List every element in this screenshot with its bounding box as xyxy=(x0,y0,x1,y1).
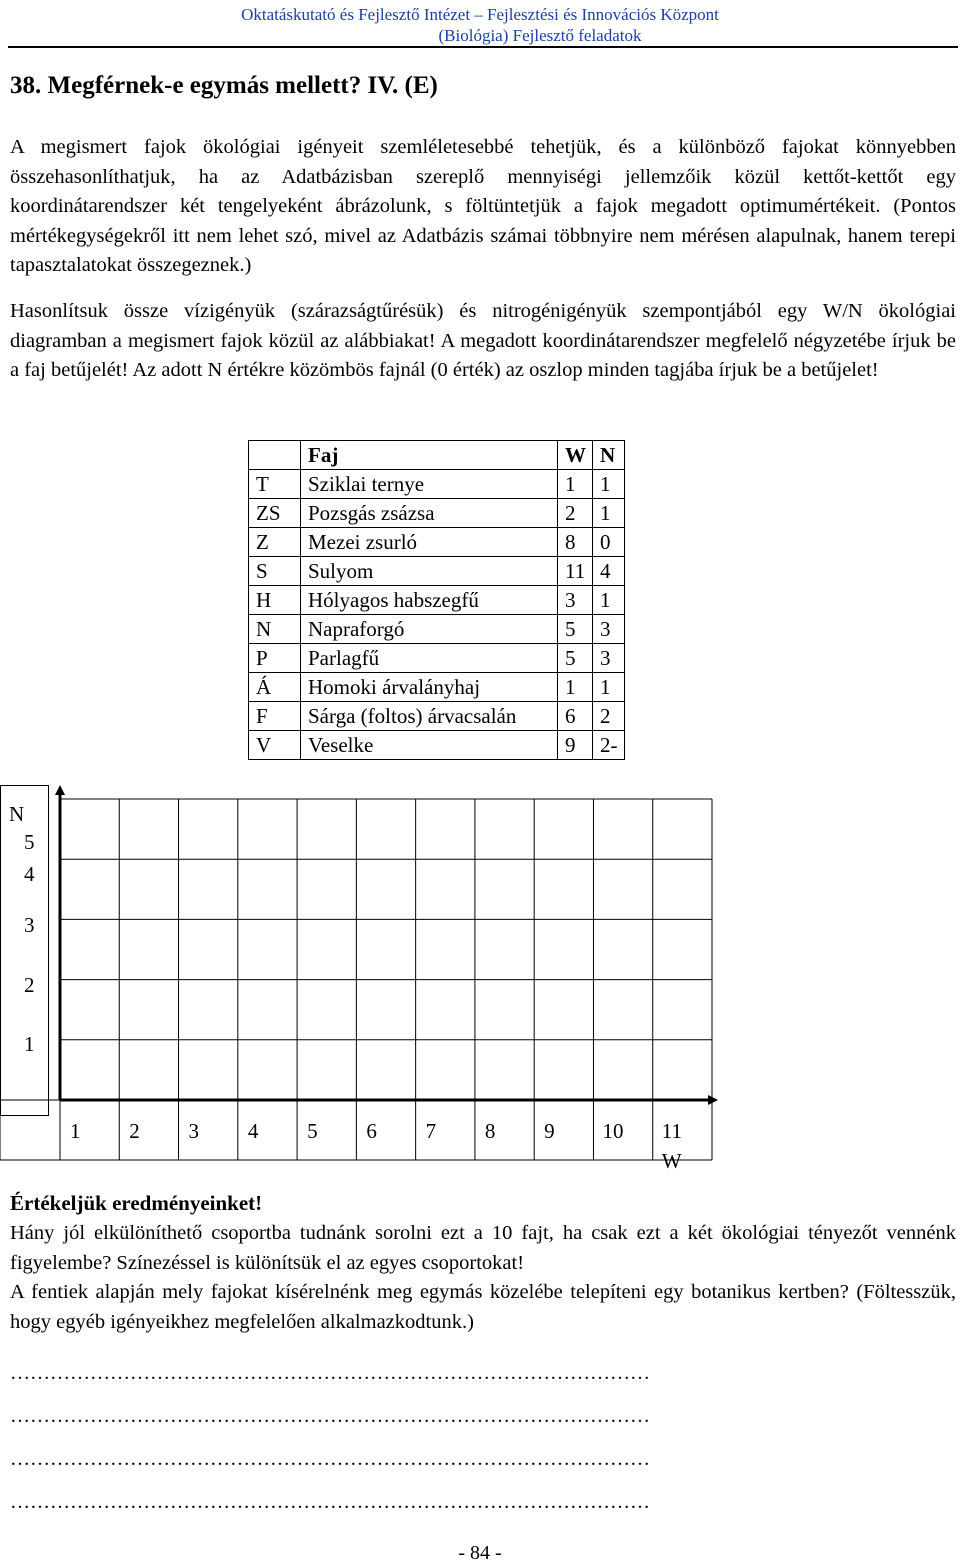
species-n: 0 xyxy=(593,528,625,557)
species-code: H xyxy=(249,586,301,615)
header-code xyxy=(249,441,301,470)
table-row xyxy=(249,499,625,528)
species-code: N xyxy=(249,615,301,644)
species-code: F xyxy=(249,702,301,731)
table-row xyxy=(249,557,625,586)
species-w: 2 xyxy=(558,499,593,528)
species-w: 1 xyxy=(558,673,593,702)
species-name: Pozsgás zsázsa xyxy=(301,499,558,528)
header-divider xyxy=(8,46,958,48)
y-tick-label: 5 xyxy=(24,830,35,854)
species-n: 3 xyxy=(593,644,625,673)
table-header-row xyxy=(249,441,625,470)
species-name: Veselke xyxy=(301,731,558,760)
species-n: 1 xyxy=(593,470,625,499)
table-row xyxy=(249,702,625,731)
x-tick-label: 5 xyxy=(307,1119,318,1143)
species-name: Napraforgó xyxy=(301,615,558,644)
table-row xyxy=(249,528,625,557)
header-institute: Oktatáskutató és Fejlesztő Intézet – Fejlesztési és Innovációs Központ xyxy=(241,5,719,24)
y-tick-label: 4 xyxy=(24,862,35,886)
table-row xyxy=(249,644,625,673)
x-tick-label: 6 xyxy=(366,1119,377,1143)
x-tick-label: 7 xyxy=(425,1119,437,1143)
species-n: 1 xyxy=(593,586,625,615)
y-axis-title: N xyxy=(9,802,25,826)
species-code: ZS xyxy=(249,499,301,528)
species-code: P xyxy=(249,644,301,673)
y-tick-label: 1 xyxy=(24,1032,35,1056)
x-axis-arrow xyxy=(708,1095,718,1105)
species-name: Mezei zsurló xyxy=(301,528,558,557)
species-n: 4 xyxy=(593,557,625,586)
x-tick-label: 9 xyxy=(544,1119,555,1143)
y-tick-label: 3 xyxy=(24,913,35,937)
species-name: Hólyagos habszegfű xyxy=(301,586,558,615)
page-header xyxy=(0,4,960,46)
species-code: T xyxy=(249,470,301,499)
header-n: N xyxy=(593,441,625,470)
species-table xyxy=(248,440,625,760)
species-name: Sulyom xyxy=(301,557,558,586)
species-w: 5 xyxy=(558,644,593,673)
table-row xyxy=(249,673,625,702)
answer-line[interactable]: …………………………………………………………………………………… xyxy=(10,1362,650,1384)
x-axis-title: W xyxy=(661,1149,682,1173)
species-code: Z xyxy=(249,528,301,557)
intro-paragraph: A megismert fajok ökológiai igényeit szemléletesebbé tehetjük, és a különböző fajokat könnyebben összehasonlíthatjuk, ha az Adatbázisban szereplő mennyiségi jellemzőik közül kettőt-kettőt egy koordinátarendszer két tengelyeként ábrázolunk, s föltüntetjük a fajok megadott optimumértékeit. (Pontos mértékegységekről itt nem lehet szó, mivel az Adatbázis számai többnyire nem mérésen alapulnak, hanem terepi tapasztalatokat összegeznek.) xyxy=(10,136,956,276)
species-w: 3 xyxy=(558,586,593,615)
task-paragraph: Hasonlítsuk össze vízigényük (szárazságtűrésük) és nitrogénigényük szempontjából egy W/N ökológiai diagramban a megismert fajok közül az alábbiakat! A megadott koordinátarendszer megfelelő négyzetébe írjuk be a faj betűjelét! Az adott N értékre közömbös fajnál (0 érték) az oszlop minden tagjába írjuk be a betűjelet! xyxy=(10,300,956,381)
species-w: 11 xyxy=(558,557,593,586)
species-w: 1 xyxy=(558,470,593,499)
species-n: 2- xyxy=(593,731,625,760)
x-tick-label: 3 xyxy=(188,1119,200,1143)
species-w: 6 xyxy=(558,702,593,731)
species-w: 9 xyxy=(558,731,593,760)
species-name: Homoki árvalányhaj xyxy=(301,673,558,702)
page-number: - 84 - xyxy=(458,1542,502,1564)
x-tick-label: 8 xyxy=(484,1119,496,1143)
answer-line[interactable]: …………………………………………………………………………………… xyxy=(10,1448,650,1470)
answer-line[interactable]: …………………………………………………………………………………… xyxy=(10,1491,650,1513)
species-n: 2 xyxy=(593,702,625,731)
question-groups: Hány jól elkülöníthető csoportba tudnánk sorolni ezt a 10 fajt, ha csak ezt a két ökológiai tényezőt vennénk figyelembe? Színezéssel is különítsük el az egyes csoportokat! xyxy=(10,1222,956,1274)
table-row xyxy=(249,615,625,644)
species-code: V xyxy=(249,731,301,760)
x-tick-label: 2 xyxy=(129,1119,140,1143)
species-n: 1 xyxy=(593,499,625,528)
header-subtitle: (Biológia) Fejlesztő feladatok xyxy=(438,26,642,45)
table-row xyxy=(249,586,625,615)
y-tick-label: 2 xyxy=(24,973,35,997)
x-tick-label: 10 xyxy=(602,1119,624,1143)
y-axis-arrow xyxy=(55,785,65,795)
exercise-title: 38. Megférnek-e egymás mellett? IV. (E) xyxy=(10,72,438,99)
wn-diagram xyxy=(0,785,960,1175)
species-w: 8 xyxy=(558,528,593,557)
question-garden: A fentiek alapján mely fajokat kísérelnénk meg egymás közelébe telepíteni egy botanikus kertben? (Föltesszük, hogy egyéb igényeikhez megfelelően alkalmazkodtunk.) xyxy=(10,1281,956,1333)
header-w: W xyxy=(558,441,593,470)
x-tick-label: 4 xyxy=(247,1119,259,1143)
species-name: Sziklai ternye xyxy=(301,470,558,499)
species-n: 1 xyxy=(593,673,625,702)
species-code: S xyxy=(249,557,301,586)
answer-line[interactable]: …………………………………………………………………………………… xyxy=(10,1405,650,1427)
header-species: Faj xyxy=(301,441,558,470)
species-code: Á xyxy=(249,673,301,702)
evaluation-title: Értékeljük eredményeinket! xyxy=(10,1191,263,1215)
species-name: Parlagfű xyxy=(301,644,558,673)
table-row xyxy=(249,731,625,760)
species-name: Sárga (foltos) árvacsalán xyxy=(301,702,558,731)
table-row xyxy=(249,470,625,499)
species-n: 3 xyxy=(593,615,625,644)
species-w: 5 xyxy=(558,615,593,644)
x-tick-label: 1 xyxy=(70,1119,81,1143)
x-tick-label: 11 xyxy=(661,1119,682,1143)
